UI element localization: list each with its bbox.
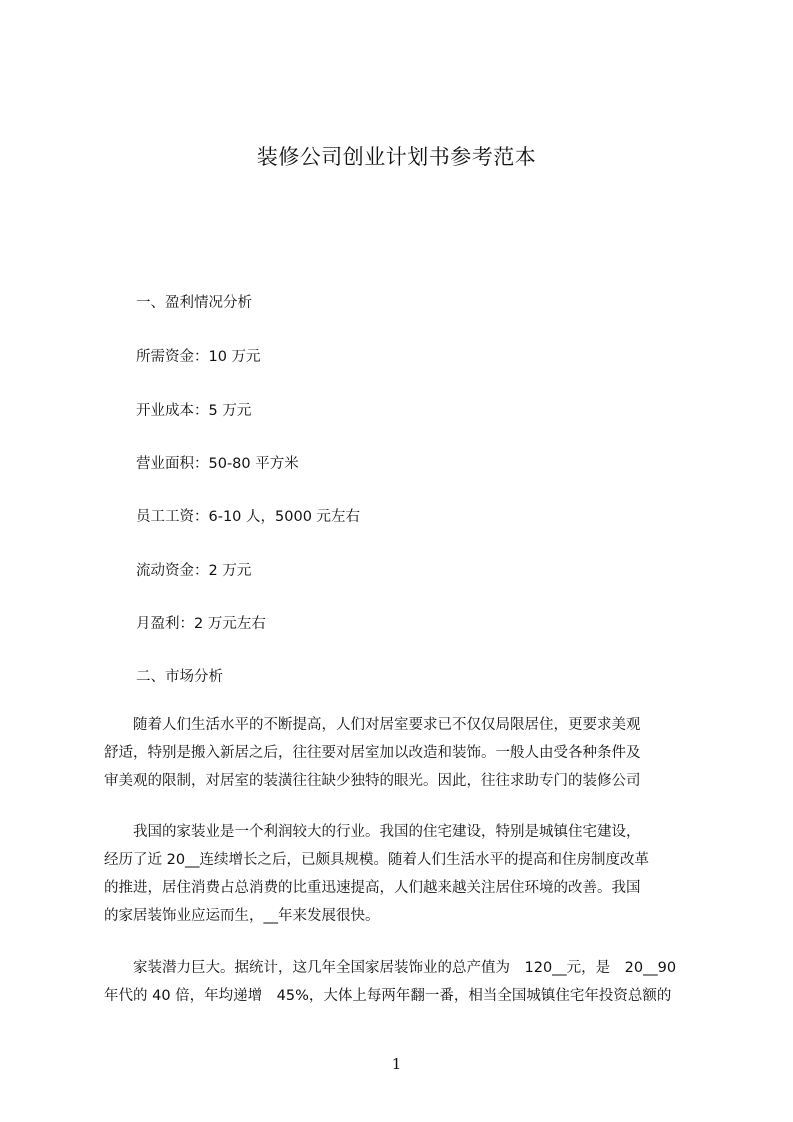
paragraph-line: 的推进，居住消费占总消费的比重迅速提高，人们越来越关注居住环境的改善。我国 bbox=[104, 880, 641, 896]
item-required-funds: 所需资金：10 万元 bbox=[136, 349, 261, 365]
paragraph-living-standards bbox=[104, 711, 700, 795]
paragraph-line: 的家居装饰业应运而生，__年来发展很快。 bbox=[104, 908, 380, 924]
paragraph-line: 审美观的限制，对居室的装潢往往缺少独特的眼光。因此，往往求助专门的装修公司 bbox=[104, 773, 641, 789]
paragraph-home-decoration-industry bbox=[104, 818, 700, 930]
paragraph-line: 随着人们生活水平的不断提高，人们对居室要求已不仅仅局限居住，更要求美观 bbox=[104, 717, 641, 733]
paragraph-line: 我国的家装业是一个利润较大的行业。我国的住宅建设，特别是城镇住宅建设， bbox=[104, 824, 641, 840]
paragraph-market-potential bbox=[104, 954, 700, 1010]
item-startup-cost: 开业成本：5 万元 bbox=[136, 403, 252, 419]
item-monthly-profit: 月盈利：2 万元左右 bbox=[136, 616, 266, 632]
paragraph-line: 舒适，特别是搬入新居之后，往往要对居室加以改造和装饰。一般人由受各种条件及 bbox=[104, 745, 641, 761]
item-working-capital: 流动资金：2 万元 bbox=[136, 563, 252, 579]
section-heading-profit-analysis: 一、盈利情况分析 bbox=[136, 295, 252, 311]
paragraph-line: 年代的 40 倍，年均递增 45%，大体上每两年翻一番，相当全国城镇住宅年投资总额的 bbox=[104, 988, 672, 1004]
item-staff-wages: 员工工资：6-10 人，5000 元左右 bbox=[136, 509, 361, 525]
section-heading-market-analysis: 二、市场分析 bbox=[136, 669, 223, 685]
item-business-area: 营业面积：50-80 平方米 bbox=[136, 456, 299, 472]
document-title: 装修公司创业计划书参考范本 bbox=[256, 145, 537, 169]
paragraph-line: 家装潜力巨大。据统计，这几年全国家居装饰业的总产值为 120__元，是 20__90 bbox=[104, 960, 677, 976]
paragraph-line: 经历了近 20__连续增长之后，已颇具规模。随着人们生活水平的提高和住房制度改革 bbox=[104, 852, 650, 868]
page-number: 1 bbox=[391, 1055, 402, 1073]
